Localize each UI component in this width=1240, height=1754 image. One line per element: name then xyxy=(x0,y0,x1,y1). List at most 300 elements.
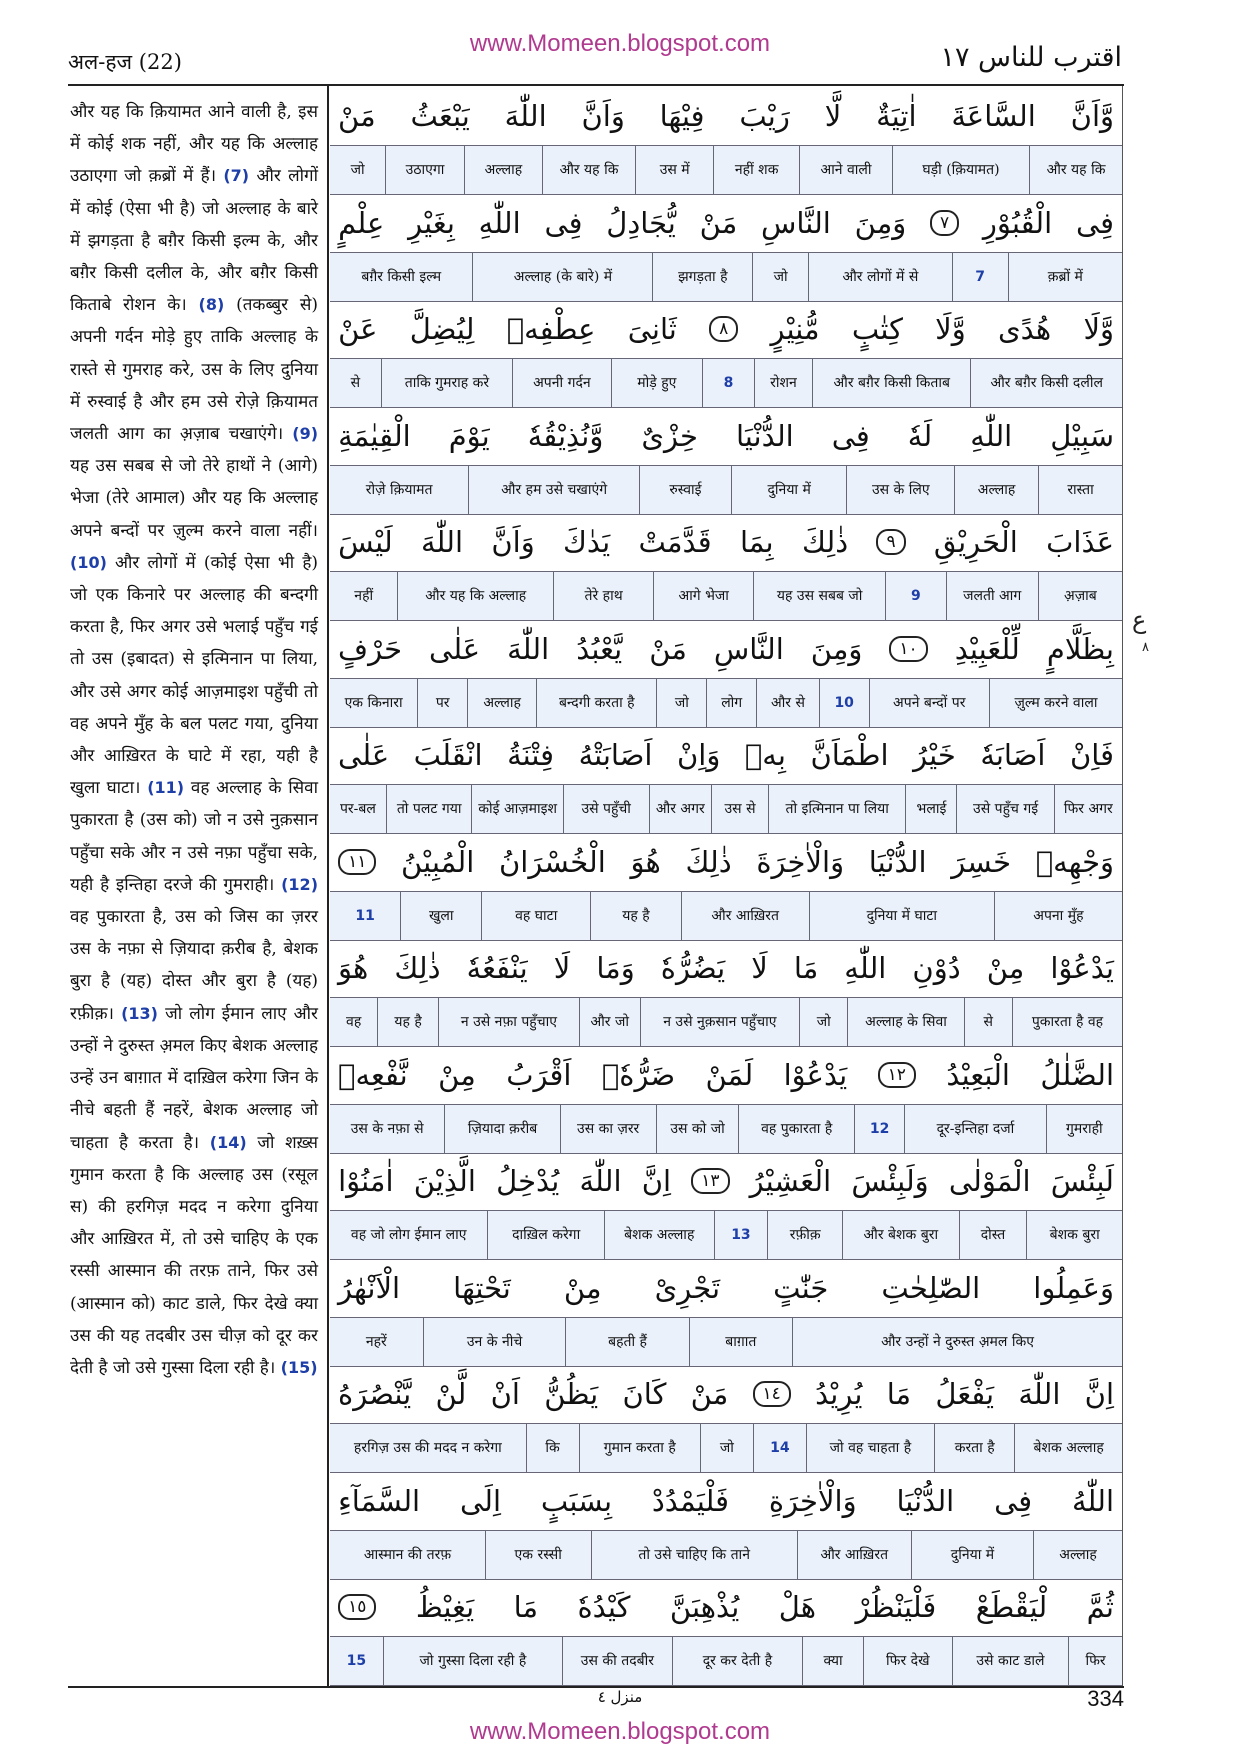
translation-line xyxy=(330,1530,1122,1580)
arabic-word: مَنْ xyxy=(338,99,376,133)
translation-paragraph xyxy=(70,1133,318,1378)
meaning-cell: गुमान करता है xyxy=(579,1424,700,1472)
arabic-word: عِطْفِهٖ xyxy=(506,312,596,346)
arabic-word: كَانَ xyxy=(622,1377,667,1411)
arabic-word: وَّاَنَّ xyxy=(1070,99,1114,133)
verse-number: (12) xyxy=(281,874,318,894)
meaning-cell: और आख़िरत xyxy=(797,1531,911,1579)
meaning-cell: तेरे हाथ xyxy=(553,572,653,620)
ayah-marker: ١١ xyxy=(338,849,376,875)
meaning-cell: बन्दगी करता है xyxy=(536,679,656,727)
arabic-word: خَسِرَ xyxy=(951,844,1012,879)
arabic-word: اللّٰهَ xyxy=(420,525,464,559)
meaning-cell: लोग xyxy=(706,679,756,727)
translation-paragraph xyxy=(70,166,318,315)
arabic-word: لَيْسَ xyxy=(338,525,393,559)
meaning-cell: घड़ी (क़ियामत) xyxy=(892,146,1029,194)
meaning-cell: जो xyxy=(700,1424,753,1472)
meaning-cell: वह पुकारता है xyxy=(738,1105,853,1153)
arabic-word: اللّٰهَ xyxy=(1018,1377,1061,1411)
watermark-bottom[interactable]: www.Momeen.blogspot.com xyxy=(469,1718,771,1745)
arabic-word: السَّمَآءِ xyxy=(338,1483,421,1518)
arabic-word: ضَرُّهٗۤ xyxy=(601,1057,676,1092)
meaning-cell: बेशक अल्लाह xyxy=(1014,1424,1122,1472)
arabic-word: لِّلْعَبِيْدِ xyxy=(954,631,1020,666)
meaning-cell: और यह कि xyxy=(542,146,635,194)
meaning-cell: गुमराही xyxy=(1046,1105,1122,1153)
meaning-cell: दुनिया में xyxy=(731,466,847,514)
arabic-word: سَبِيْلِ xyxy=(1050,418,1114,453)
arabic-word: اِنَّ xyxy=(641,1164,672,1198)
arabic-word: مِنْ xyxy=(438,1057,476,1092)
meaning-cell: ज़ियादा क़रीब xyxy=(444,1105,559,1153)
arabic-line xyxy=(330,195,1122,251)
arabic-word: الْاَنْهٰرُ xyxy=(338,1270,401,1305)
meaning-cell: से xyxy=(964,998,1012,1046)
meaning-cell: तो इत्मिनान पा लिया xyxy=(768,785,905,833)
meaning-cell: आगे भेजा xyxy=(653,572,753,620)
translation-line xyxy=(330,1210,1122,1260)
arabic-word: عَلٰى xyxy=(338,738,390,772)
arabic-word: وَاِنْ xyxy=(677,738,721,772)
meaning-cell: रफ़ीक़ xyxy=(767,1211,842,1259)
arabic-word: الْقُبُوْرِ xyxy=(982,205,1053,240)
verse-number: (10) xyxy=(70,552,107,572)
meaning-cell: फिर देखे xyxy=(863,1637,952,1685)
translation-text: और लोगों में कोई (ऐसा भी है) जो अल्लाह के बारे में झगड़ता है बग़ैर किसी इल्म के, और बग़ैर किसी दलील के, और बग़ैर किसी किताबे रोशन के। xyxy=(70,166,318,316)
verse-number-cell: 12 xyxy=(854,1105,904,1153)
verse-row xyxy=(330,834,1122,941)
arabic-word: لَا xyxy=(751,951,768,985)
verse-number-cell: 13 xyxy=(714,1211,768,1259)
translation-line xyxy=(330,145,1122,195)
translation-paragraph xyxy=(70,1004,318,1153)
verse-number-cell: 9 xyxy=(885,572,945,620)
arabic-word: وَاَنَّ xyxy=(581,99,625,133)
meaning-cell: और जो xyxy=(579,998,640,1046)
verse-number-cell: 10 xyxy=(819,679,869,727)
translation-line xyxy=(330,465,1122,515)
arabic-line xyxy=(330,621,1122,677)
verse-number: (9) xyxy=(292,424,319,444)
meaning-cell: हरगिज़ उस की मदद न करेगा xyxy=(353,1440,502,1456)
arabic-line xyxy=(330,408,1122,464)
arabic-word: اطْمَاَنَّ xyxy=(810,738,889,772)
arabic-word: اللّٰهِ xyxy=(970,418,1013,453)
meaning-cell: अल्लाह xyxy=(1033,1531,1122,1579)
verse-number-cell: 15 xyxy=(346,1653,367,1669)
meaning-cell: उस के लिए xyxy=(846,466,954,514)
arabic-word: رَيْبَ xyxy=(739,99,790,133)
arabic-word: تَجْرِىْ xyxy=(654,1270,721,1305)
arabic-word: بِغَيْرِ xyxy=(408,205,455,240)
arabic-word: السَّاعَةَ xyxy=(951,99,1036,133)
translation-line xyxy=(330,1423,1122,1473)
verse-row xyxy=(330,727,1122,834)
arabic-word: قَدَّمَتْ xyxy=(638,525,712,559)
meaning-cell: उस के नफ़ा से xyxy=(350,1120,424,1137)
meaning-cell: रोज़े क़ियामत xyxy=(365,481,433,498)
meaning-cell: रोशन xyxy=(754,359,812,407)
meaning-cell: और हम उसे चखाएंगे xyxy=(468,466,639,514)
arabic-word: لَبِئْسَ xyxy=(1050,1164,1114,1198)
verse-number: (7) xyxy=(223,166,250,186)
translation-line xyxy=(330,358,1122,408)
meaning-cell: पर xyxy=(417,679,467,727)
arabic-word: يَوْمَ xyxy=(448,418,490,453)
arabic-word: فِى xyxy=(1075,205,1114,240)
meaning-cell: अल्लाह xyxy=(954,466,1038,514)
arabic-word: بِهٖ xyxy=(744,738,786,772)
meaning-cell: तो पलट गया xyxy=(386,785,472,833)
verse-number: (11) xyxy=(147,778,185,798)
arabic-word: مَا xyxy=(793,951,819,985)
arabic-word: كَيْدُهٗ xyxy=(577,1590,631,1624)
arabic-line xyxy=(330,1153,1122,1209)
verse-number-cell: 14 xyxy=(753,1424,806,1472)
meaning-cell: क्या xyxy=(802,1637,863,1685)
ayah-marker: ١٠ xyxy=(889,636,927,662)
arabic-word: اِلَى xyxy=(459,1483,502,1518)
arabic-word: اَصَابَتْهُ xyxy=(578,738,653,772)
translation-text: और यह कि क़ियामत आने वाली है, इस में कोई शक नहीं, और यह कि अल्लाह उठाएगा जो क़ब्रों में हैं। xyxy=(70,102,318,187)
arabic-word: الصّٰلِحٰتِ xyxy=(881,1270,981,1305)
arabic-word: يَضُرُّهٗ xyxy=(660,951,726,985)
arabic-line xyxy=(330,1260,1122,1316)
arabic-word: لَهٗ xyxy=(907,418,933,453)
arabic-word: نَّفْعِهٖ xyxy=(338,1057,408,1092)
arabic-word: فِى xyxy=(994,1483,1033,1518)
arabic-word: يُّجَادِلُ xyxy=(606,205,676,240)
meaning-cell: करता है xyxy=(934,1424,1014,1472)
verse-row xyxy=(330,195,1122,302)
arabic-word: خَيْرُ xyxy=(913,738,956,772)
arabic-word: ذٰلِكَ xyxy=(685,844,732,879)
meaning-cell: नहरें xyxy=(365,1333,387,1350)
arabic-word: فَاِنْ xyxy=(1070,738,1114,772)
translation-line xyxy=(330,571,1122,621)
arabic-word: الْمَوْلٰى xyxy=(948,1164,1031,1198)
arabic-line xyxy=(330,1366,1122,1422)
arabic-word: الدُّنْيَا xyxy=(735,418,794,453)
arabic-word: اللّٰهَ xyxy=(579,1164,622,1198)
arabic-word: الدُّنْيَا xyxy=(896,1483,955,1518)
arabic-word: مِنْ xyxy=(986,951,1025,985)
meaning-cell: भलाई xyxy=(905,785,956,833)
ayah-marker: ١٣ xyxy=(691,1168,729,1194)
arabic-word: الْعَشِيْرُ xyxy=(749,1164,832,1198)
meaning-cell: क़ब्रों में xyxy=(1008,253,1122,301)
meaning-cell: खुला xyxy=(400,892,481,940)
verse-number-cell: 8 xyxy=(702,359,754,407)
translation-text: वह अल्लाह के सिवा पुकारता है (उस को) जो न उसे नुक़सान पहुँचा सके और न उसे नफ़ा पहुँचा सके, यही है इन्तिहा दरजे की गुमराही। xyxy=(70,778,319,895)
arabic-word: يَغِيْظُ xyxy=(415,1590,475,1624)
meaning-cell: दूर-इन्तिहा दर्जा xyxy=(904,1105,1045,1153)
meaning-cell: वह जो लोग ईमान लाए xyxy=(350,1227,467,1243)
verse-number: (13) xyxy=(121,1003,158,1023)
meaning-cell: दाख़िल करेगा xyxy=(487,1211,604,1259)
arabic-word: وَالْاٰخِرَةِ xyxy=(768,1483,857,1518)
arabic-word: بِظَلَّامٍ xyxy=(1046,631,1114,666)
arabic-word: وَمِنَ xyxy=(854,205,907,240)
arabic-word: انْقَلَبَ xyxy=(413,738,483,772)
meaning-cell: दुनिया में xyxy=(911,1531,1033,1579)
juz-name-arabic: اقترب للناس ١٧ xyxy=(940,42,1122,73)
meaning-cell: न उसे नफ़ा पहुँचाए xyxy=(438,998,579,1046)
meaning-cell: उन के नीचे xyxy=(423,1318,566,1366)
arabic-word: اٰتِيَةٌ xyxy=(876,99,917,133)
translation-paragraph xyxy=(70,553,318,798)
ayah-marker: ٧ xyxy=(930,210,959,236)
verse-number-cell: 11 xyxy=(355,907,375,924)
arabic-word: تَحْتِهَا xyxy=(453,1270,511,1305)
arabic-word: وَلَبِئْسَ xyxy=(851,1164,929,1198)
top-rule xyxy=(68,84,1124,86)
arabic-word: اَنْ xyxy=(490,1377,520,1411)
arabic-word: فِيْهَا xyxy=(659,99,705,133)
verse-row xyxy=(330,88,1122,195)
meaning-cell: कोई आज़माइश xyxy=(471,785,562,833)
arabic-word: عَنْ xyxy=(338,312,378,346)
meaning-cell: उसे काट डाले xyxy=(952,1637,1069,1685)
meaning-cell: अ़ज़ाब xyxy=(1038,572,1122,620)
arabic-line xyxy=(330,727,1122,783)
meaning-cell: मोड़े हुए xyxy=(611,359,703,407)
meaning-cell: उठाएगा xyxy=(385,146,463,194)
arabic-line xyxy=(330,940,1122,996)
arabic-word: الْحَرِيْقِ xyxy=(933,525,1018,559)
arabic-word: مِنْ xyxy=(563,1270,602,1305)
meaning-cell: वह घाटा xyxy=(481,892,590,940)
arabic-word: لَا xyxy=(553,951,571,985)
arabic-line xyxy=(330,1579,1122,1635)
right-edge xyxy=(1122,86,1123,1686)
meaning-cell: वह xyxy=(346,1014,362,1030)
arabic-word: عِلْمٍ xyxy=(338,205,385,240)
meaning-cell: नहीं xyxy=(354,588,374,604)
meaning-cell: यह है xyxy=(590,892,680,940)
meaning-cell: आस्मान की तरफ़ xyxy=(363,1546,452,1563)
meaning-cell: और बग़ैर किसी किताब xyxy=(812,359,970,407)
translation-line xyxy=(330,252,1122,302)
ayah-marker: ١٢ xyxy=(878,1062,916,1088)
meaning-cell: जो xyxy=(350,162,365,178)
meaning-cell: फिर xyxy=(1068,1637,1122,1685)
meaning-cell: उस को जो xyxy=(656,1105,739,1153)
meaning-cell: जो xyxy=(752,253,808,301)
translation-line xyxy=(330,997,1122,1047)
arabic-word: مَا xyxy=(886,1377,912,1411)
arabic-word: اللّٰهُ xyxy=(1071,1483,1114,1518)
meaning-cell: उस में xyxy=(635,146,713,194)
translation-column xyxy=(70,96,318,1384)
meaning-cell: बेशक अल्लाह xyxy=(604,1211,714,1259)
meaning-cell: नहीं शक xyxy=(713,146,799,194)
arabic-word: كِتٰبٍ xyxy=(851,312,903,346)
arabic-word: الدُّنْيَا xyxy=(868,844,927,879)
meaning-cell: उस से xyxy=(711,785,768,833)
word-by-word-column xyxy=(330,88,1122,1686)
arabic-word: الَّذِيْنَ xyxy=(413,1164,476,1198)
meaning-cell: रुस्वाई xyxy=(639,466,731,514)
meaning-cell: यह उस सबब जो xyxy=(753,572,885,620)
verse-row xyxy=(330,514,1122,621)
arabic-word: الْخُسْرَانُ xyxy=(498,844,606,879)
verse-row xyxy=(330,1047,1122,1154)
meaning-cell: और उन्हों ने दुरुस्त अ़मल किए xyxy=(792,1318,1122,1366)
arabic-word: فِى xyxy=(831,418,870,453)
surah-name-hindi: अल-हज (22) xyxy=(68,50,182,74)
arabic-word: النَّاسِ xyxy=(713,631,784,666)
arabic-word: ثُمَّ xyxy=(1086,1590,1114,1624)
meaning-cell: और यह कि xyxy=(1029,146,1122,194)
translation-text: जो लोग ईमान लाए और उन्हों ने दुरुस्त अ़मल किए बेशक अल्लाह उन्हें उन बाग़ात में दाख़िल करेगा जिन के नीचे बहती हैं नहरें, बेशक अल्लाह जो चाहता है करता है। xyxy=(70,1003,319,1153)
arabic-word: الْقِيٰمَةِ xyxy=(338,418,411,453)
meaning-cell: अपने बन्दों पर xyxy=(869,679,989,727)
meaning-cell: बहती हैं xyxy=(565,1318,688,1366)
meaning-cell: और से xyxy=(756,679,819,727)
verse-number: (8) xyxy=(198,295,225,315)
meaning-cell: जो गुस्सा दिला रही है xyxy=(383,1637,562,1685)
arabic-word: فِى xyxy=(544,205,583,240)
translation-text: वह पुकारता है, उस को जिस का ज़रर उस के नफ़ा से ज़ियादा क़रीब है, बेशक बुरा है (यह) दोस्त और बुरा है (यह) रफ़ीक़। xyxy=(70,907,318,1024)
translation-line xyxy=(330,1104,1122,1154)
ruku-mark: ع xyxy=(1132,606,1147,634)
meaning-cell: आने वाली xyxy=(799,146,892,194)
meaning-cell: उस की तदबीर xyxy=(562,1637,672,1685)
arabic-word: الْمُبِيْنُ xyxy=(401,844,475,879)
manzil-label: منزل ٤ xyxy=(597,1688,643,1706)
arabic-word: اللّٰهَ xyxy=(507,631,550,666)
meaning-cell: अल्लाह xyxy=(464,146,542,194)
watermark-top[interactable]: www.Momeen.blogspot.com xyxy=(469,30,771,57)
translation-line xyxy=(330,784,1122,834)
arabic-word: يُذْهِبَنَّ xyxy=(669,1590,740,1624)
meaning-cell: फिर अगर xyxy=(1054,785,1122,833)
translation-paragraph xyxy=(70,295,318,444)
meaning-cell: दोस्त xyxy=(959,1211,1027,1259)
arabic-word: لَّنْ xyxy=(435,1377,467,1411)
arabic-word: اَصَابَهٗ xyxy=(980,738,1046,772)
meaning-cell: और अगर xyxy=(649,785,712,833)
arabic-word: مَنْ xyxy=(649,631,687,666)
translation-text: यह उस सबब से जो तेरे हाथों ने (आगे) भेजा (तेरे आमाल) और यह कि अल्लाह अपने बन्दों पर ज़ुल्म करने वाला नहीं। xyxy=(70,456,318,541)
meaning-cell: पुकारता है वह xyxy=(1012,998,1122,1046)
meaning-cell: से xyxy=(350,375,361,391)
arabic-word: الْبَعِيْدُ xyxy=(946,1057,1010,1092)
verse-number: (14) xyxy=(209,1132,247,1152)
verse-row xyxy=(330,301,1122,408)
meaning-cell: जो xyxy=(799,998,847,1046)
meaning-cell: रास्ता xyxy=(1038,466,1122,514)
meaning-cell: अपना मुँह xyxy=(994,892,1122,940)
meaning-cell: एक किनारा xyxy=(344,694,403,711)
meaning-cell: कि xyxy=(526,1424,579,1472)
arabic-word: يُدْخِلُ xyxy=(496,1164,560,1198)
arabic-word: عَلٰى xyxy=(429,631,481,666)
arabic-word: دُوْنِ xyxy=(912,951,961,985)
arabic-word: الضَّلٰلُ xyxy=(1040,1057,1114,1092)
meaning-cell: और आख़िरत xyxy=(681,892,809,940)
arabic-word: وَعَمِلُوا xyxy=(1033,1270,1114,1305)
arabic-word: وَالْاٰخِرَةَ xyxy=(756,844,845,879)
verse-row xyxy=(330,1473,1122,1580)
meaning-cell: और यह कि अल्लाह xyxy=(397,572,553,620)
arabic-word: وَّلَا xyxy=(1083,312,1114,346)
arabic-word: لَّا xyxy=(824,99,842,133)
ayah-marker: ١٥ xyxy=(338,1594,376,1620)
translation-text: (तकब्बुर से) अपनी गर्दन मोड़े हुए ताकि अल्लाह के रास्ते से गुमराह करे, उस के लिए दुनिया में रुस्वाई है और हम उसे रोज़े क़ियामत जलती आग का अ़ज़ाब चखाएंगे। xyxy=(70,295,319,445)
meaning-cell: अल्लाह (के बारे) में xyxy=(472,253,652,301)
arabic-word: مُّنِيْرٍ xyxy=(770,312,820,346)
arabic-word: هُوَ xyxy=(338,951,369,985)
meaning-cell: ताकि गुमराह करे xyxy=(381,359,513,407)
translation-line xyxy=(330,1317,1122,1367)
arabic-word: مَا xyxy=(513,1590,538,1624)
arabic-word: فِتْنَةُ xyxy=(507,738,555,772)
column-divider xyxy=(327,86,329,1686)
translation-line xyxy=(330,678,1122,728)
arabic-word: بِسَبَبٍ xyxy=(540,1483,613,1518)
meaning-cell: बग़ैर किसी इल्म xyxy=(361,268,442,285)
verse-row xyxy=(330,940,1122,1047)
arabic-word: ذٰلِكَ xyxy=(801,525,849,559)
ayah-marker: ١٤ xyxy=(753,1381,791,1407)
arabic-word: يُرِيْدُ xyxy=(815,1377,863,1411)
arabic-line xyxy=(330,301,1122,357)
arabic-word: بِمَا xyxy=(739,525,774,559)
arabic-word: اللّٰهِ xyxy=(844,951,887,985)
arabic-word: عَذَابَ xyxy=(1046,525,1114,559)
meaning-cell: न उसे नुक़सान पहुँचाए xyxy=(640,998,800,1046)
meaning-cell: बाग़ात xyxy=(689,1318,792,1366)
arabic-word: لَمَنْ xyxy=(705,1057,754,1092)
arabic-word: لِيُضِلَّ xyxy=(409,312,475,346)
meaning-cell: अल्लाह के सिवा xyxy=(847,998,963,1046)
verse-row xyxy=(330,1260,1122,1367)
verse-number: (15) xyxy=(280,1357,318,1377)
arabic-word: جَنّٰتٍ xyxy=(773,1270,829,1305)
meaning-cell: अपनी गर्दन xyxy=(512,359,610,407)
arabic-word: حَرْفٍ xyxy=(338,631,403,666)
meaning-cell: दुनिया में घाटा xyxy=(809,892,994,940)
arabic-word: وَاَنَّ xyxy=(491,525,535,559)
arabic-word: مَنْ xyxy=(690,1377,729,1411)
arabic-word: يَّنْصُرَهُ xyxy=(338,1377,412,1411)
meaning-cell: उसे पहुँच गई xyxy=(956,785,1053,833)
verse-row xyxy=(330,408,1122,515)
meaning-cell: ज़ुल्म करने वाला xyxy=(989,679,1122,727)
meaning-cell: तो उसे चाहिए कि ताने xyxy=(591,1531,797,1579)
arabic-word: لْيَقْطَعْ xyxy=(975,1590,1048,1624)
arabic-word: خِزْىٌ xyxy=(641,418,698,453)
arabic-word: وَّنُذِيْقُهٗ xyxy=(527,418,604,453)
arabic-word: وَجْهِهٖ xyxy=(1035,844,1114,879)
meaning-cell: जो xyxy=(656,679,706,727)
meaning-cell: उस का ज़रर xyxy=(560,1105,656,1153)
meaning-cell: जो वह चाहता है xyxy=(806,1424,934,1472)
ayah-marker: ٩ xyxy=(876,529,905,555)
arabic-word: يَنْفَعُهٗ xyxy=(466,951,528,985)
verse-row xyxy=(330,1153,1122,1260)
arabic-word: يَفْعَلُ xyxy=(935,1377,995,1411)
arabic-word: يَدٰكَ xyxy=(563,525,611,559)
meaning-cell: और बेशक बुरा xyxy=(842,1211,959,1259)
translation-text: जो शख़्स गुमान करता है कि अल्लाह उस (रसूल स) की हरगिज़ मदद न करेगा दुनिया और आख़िरत में, तो उसे चाहिए के एक रस्सी आस्मान की तरफ़ ताने, फिर उसे (आस्मान को) काट डाले, फिर देखे क्या उस की यह तदबीर उस चीज़ को दूर कर देती है जो उसे गुस्सा दिला रही है। xyxy=(70,1132,319,1378)
page-number: 334 xyxy=(1087,1686,1124,1711)
arabic-word: وَمِنَ xyxy=(810,631,863,666)
verse-row xyxy=(330,621,1122,728)
